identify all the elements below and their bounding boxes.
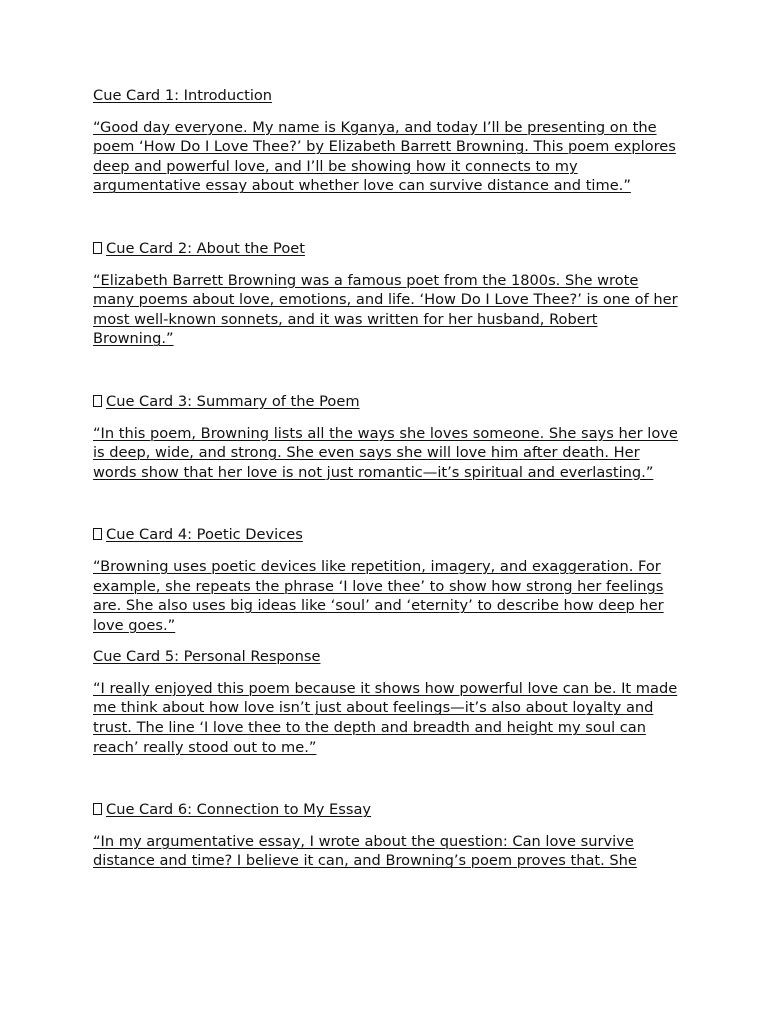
cue-card-heading: Cue Card 6: Connection to My Essay: [93, 800, 678, 820]
cue-card-body: “Good day everyone. My name is Kganya, and today I’ll be presenting on the poem ‘How Do I Love Thee?’ by Elizabeth Barrett Browning. This poem explores deep and powerful love, and I’ll be showing how it connects to my argumentative essay about whether love can survive distance and time.”: [93, 118, 676, 195]
missing-glyph-icon: [93, 803, 102, 815]
cue-card-2: [93, 239, 678, 349]
missing-glyph-icon: [93, 395, 102, 407]
cue-card-body: “In my argumentative essay, I wrote about the question: Can love survive distance and time? I believe it can, and Browning’s poem proves that. She: [93, 832, 637, 870]
missing-glyph-icon: [93, 242, 102, 254]
cue-card-4: [93, 525, 678, 635]
cue-card-5: [93, 647, 678, 757]
cue-card-3: [93, 392, 678, 482]
cue-card-heading: Cue Card 5: Personal Response: [93, 648, 321, 666]
cue-card-body: “I really enjoyed this poem because it shows how powerful love can be. It made me think about how love isn’t just about feelings—it’s also about loyalty and trust. The line ‘I love thee to the depth and breadth and height my soul can reach’ really stood out to me.”: [93, 679, 678, 756]
missing-glyph-icon: [93, 528, 102, 540]
cue-card-heading: Cue Card 3: Summary of the Poem: [93, 392, 678, 412]
cue-card-body: “Browning uses poetic devices like repetition, imagery, and exaggeration. For example, she repeats the phrase ‘I love thee’ to show how strong her feelings are. She also uses big ideas like ‘soul’ and ‘eternity’ to describe how deep her love goes.”: [93, 557, 664, 634]
cue-card-6: [93, 800, 678, 871]
document-page: [93, 86, 678, 871]
cue-card-heading: Cue Card 4: Poetic Devices: [93, 525, 678, 545]
cue-card-body: “Elizabeth Barrett Browning was a famous poet from the 1800s. She wrote many poems about love, emotions, and life. ‘How Do I Love Thee?’ is one of her most well-known sonnets, and it was written for her husband, Robert Browning.”: [93, 271, 678, 348]
cue-card-heading: Cue Card 1: Introduction: [93, 87, 273, 104]
cue-card-heading: Cue Card 2: About the Poet: [93, 239, 678, 259]
cue-card-body: “In this poem, Browning lists all the ways she loves someone. She says her love is deep, wide, and strong. She even says she will love him after death. Her words show that her love is not just romantic—it’s spiritual and everlasting.”: [93, 424, 678, 481]
cue-card-1: [93, 86, 678, 196]
